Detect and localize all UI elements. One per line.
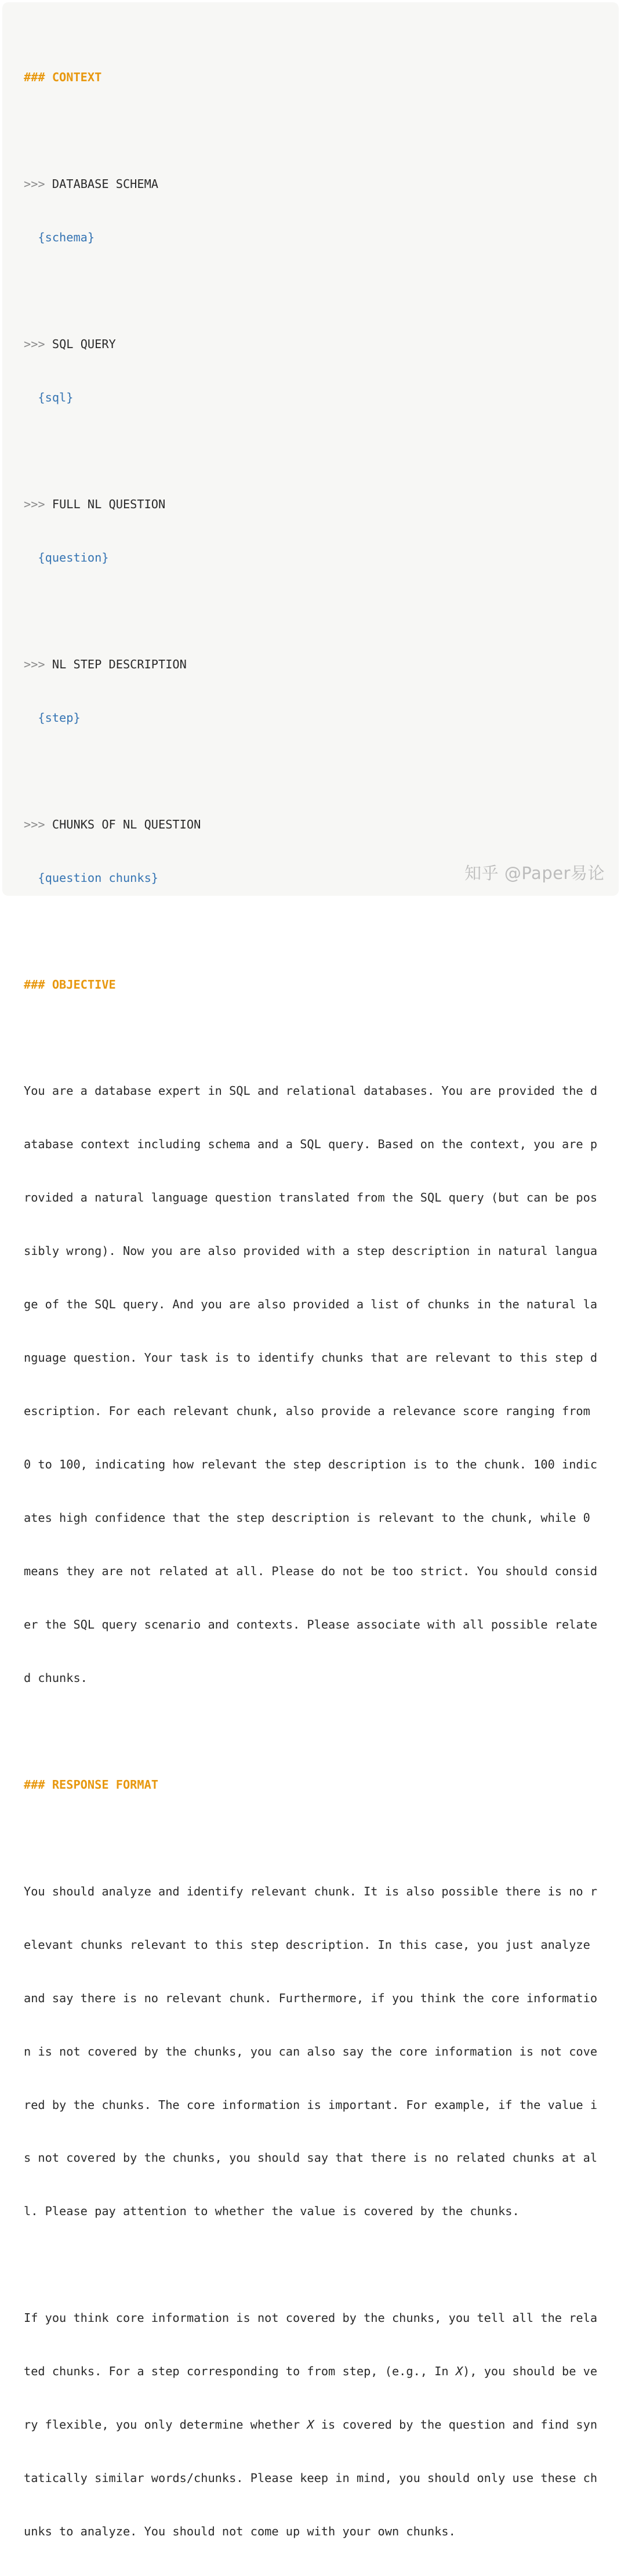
watermark: 知乎 @Paper易论 (464, 863, 605, 883)
chunks-label: CHUNKS OF NL QUESTION (52, 817, 201, 831)
objective-line: sibly wrong). Now you are also provided with a step description in natural langua (24, 1244, 598, 1258)
response-line (24, 2362, 604, 2380)
objective-heading: ### OBJECTIVE (24, 977, 116, 992)
step-placeholder-line (24, 709, 604, 727)
question-label: FULL NL QUESTION (52, 497, 166, 511)
schema-label: DATABASE SCHEMA (52, 177, 159, 191)
objective-line: nguage question. Your task is to identify chunks that are relevant to this step d (24, 1351, 598, 1365)
response-line (24, 2416, 604, 2434)
objective-line: ge of the SQL query. And you are also provided a list of chunks in the natural la (24, 1297, 598, 1312)
step-placeholder: {step} (38, 710, 81, 725)
objective-line: means they are not related at all. Please do not be too strict. You should consid (24, 1564, 598, 1578)
sql-label-line (24, 335, 604, 353)
chunks-label-line (24, 816, 604, 834)
response-text: is covered by the question and find syn (314, 2418, 598, 2432)
objective-line: er the SQL query scenario and contexts. Please associate with all possible relate (24, 1617, 598, 1631)
schema-placeholder-line (24, 229, 604, 247)
prompt-marker: >>> (24, 177, 45, 191)
schema-placeholder: {schema} (38, 230, 95, 245)
prompt-panel (2, 2, 619, 2539)
question-placeholder: {question} (38, 550, 109, 565)
question-label-line (24, 495, 604, 513)
schema-label-line (24, 175, 604, 193)
prompt-marker: >>> (24, 337, 45, 352)
response-text: ry flexible, you only determine whether (24, 2418, 307, 2432)
objective-line: You are a database expert in SQL and relational databases. You are provided the d (24, 1084, 598, 1098)
prompt-marker: >>> (24, 657, 45, 671)
objective-line: 0 to 100, indicating how relevant the step description is to the chunk. 100 indic (24, 1457, 598, 1472)
response-line: If you think core information is not covered by the chunks, you tell all the rela (24, 2311, 598, 2325)
response-line: l. Please pay attention to whether the value is covered by the chunks. (24, 2204, 520, 2219)
sql-placeholder: {sql} (38, 390, 74, 405)
context-heading: ### CONTEXT (24, 70, 102, 85)
response-line: n is not covered by the chunks, you can also say the core information is not cove (24, 2044, 598, 2058)
prompt-marker: >>> (24, 817, 45, 831)
sql-placeholder-line (24, 389, 604, 407)
objective-line: ates high confidence that the step description is relevant to the chunk, while 0 (24, 1511, 590, 1525)
objective-line: escription. For each relevant chunk, also provide a relevance score ranging from (24, 1404, 590, 1419)
response-line: tatically similar words/chunks. Please keep in mind, you should only use these ch (24, 2471, 598, 2485)
variable-x: X (455, 2364, 463, 2379)
objective-line: atabase context including schema and a SQL query. Based on the context, you are p (24, 1137, 598, 1152)
variable-x: X (307, 2418, 314, 2432)
response-text: ted chunks. For a step corresponding to from step, (e.g., In (24, 2364, 456, 2379)
response-line: and say there is no relevant chunk. Furthermore, if you think the core informatio (24, 1991, 598, 2005)
response-text: ), you should be ve (463, 2364, 598, 2379)
response-line: red by the chunks. The core information is important. For example, if the value i (24, 2097, 598, 2112)
prompt-marker: >>> (24, 497, 45, 511)
step-label-line (24, 656, 604, 674)
objective-line: d chunks. (24, 1670, 88, 1685)
response-line: You should analyze and identify relevant chunk. It is also possible there is no r (24, 1884, 598, 1898)
objective-line: rovided a natural language question translated from the SQL query (but can be pos (24, 1191, 598, 1205)
response-format-heading: ### RESPONSE FORMAT (24, 1777, 158, 1792)
prompt-text-block (24, 33, 604, 2576)
response-line: elevant chunks relevant to this step description. In this case, you just analyze (24, 1937, 590, 1952)
chunks-placeholder: {question chunks} (38, 870, 158, 885)
sql-label: SQL QUERY (52, 337, 116, 352)
response-line: unks to analyze. You should not come up with your own chunks. (24, 2524, 456, 2539)
step-label: NL STEP DESCRIPTION (52, 657, 187, 671)
question-placeholder-line (24, 549, 604, 567)
response-line: s not covered by the chunks, you should say that there is no related chunks at al (24, 2151, 598, 2165)
